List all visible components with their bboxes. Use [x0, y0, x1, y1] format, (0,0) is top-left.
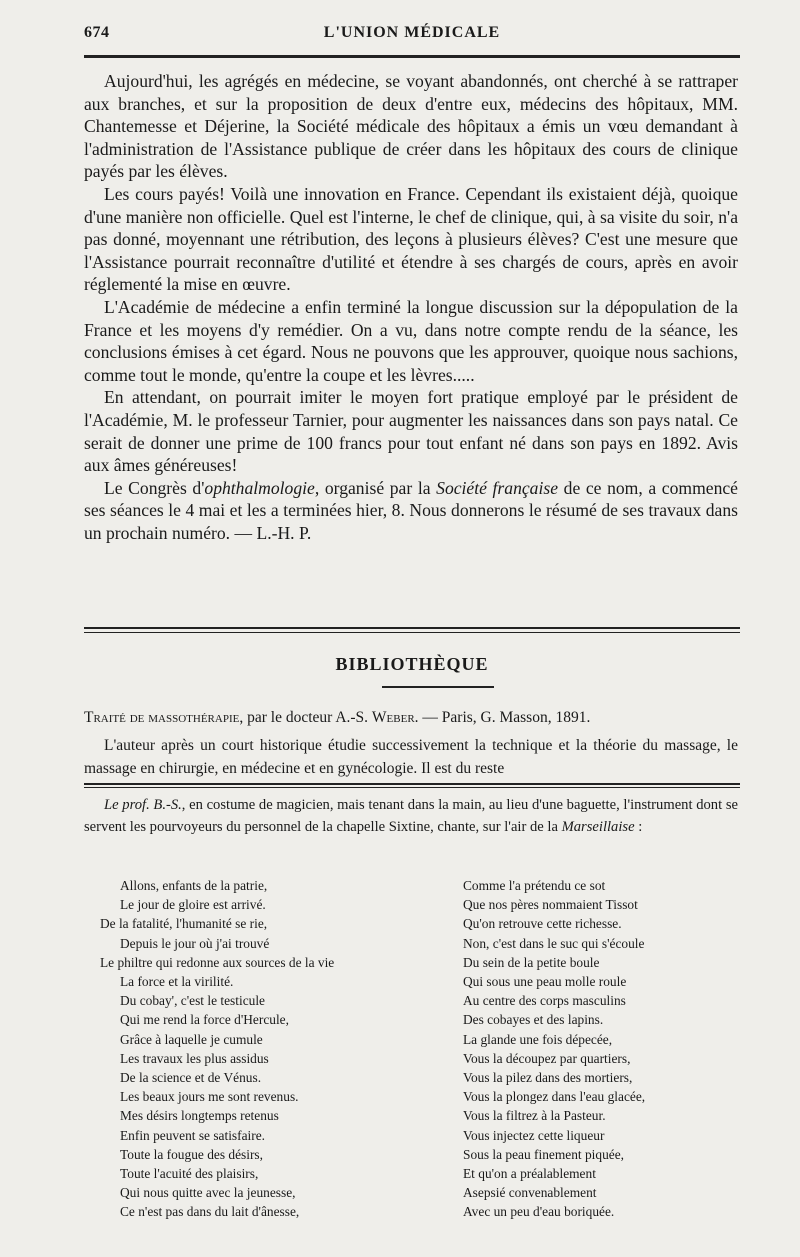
poem-column-left	[100, 876, 450, 1222]
italic-run: Le prof. B.-S.	[104, 797, 182, 813]
heading-underline	[382, 686, 494, 688]
poem-line: Qui sous une peau molle roule	[463, 974, 627, 990]
poem-line: Au centre des corps masculins	[463, 993, 626, 1009]
poem-line: Toute l'acuité des plaisirs,	[120, 1166, 259, 1182]
feuilleton-rule	[84, 787, 740, 788]
poem-line: Des cobayes et des lapins.	[463, 1012, 604, 1028]
paragraph-congres	[84, 477, 738, 545]
poem-line: Grâce à laquelle je cumule	[120, 1031, 263, 1047]
page-number: 674	[84, 24, 110, 41]
section-heading: BIBLIOTHÈQUE	[335, 654, 489, 674]
book-publisher: . — Paris, G. Masson, 1891.	[414, 709, 591, 726]
poem-line: De la fatalité, l'humanité se rie,	[100, 916, 268, 932]
poem-line: Vous injectez cette liqueur	[463, 1127, 605, 1143]
header-rule	[84, 55, 740, 58]
text-run: , par le docteur A.-S.	[239, 709, 372, 726]
poem-column-right	[463, 876, 753, 1222]
poem-line: Le jour de gloire est arrivé.	[120, 897, 266, 913]
poem-line: La force et la virilité.	[120, 974, 234, 990]
poem-line: La glande une fois dépecée,	[463, 1031, 613, 1047]
poem-line: Mes désirs longtemps retenus	[120, 1108, 279, 1124]
book-title: Traité de massothérapie	[84, 709, 240, 726]
poem-line: Qui me rend la force d'Hercule,	[120, 1012, 289, 1028]
paragraph: En attendant, on pourrait imiter le moyen fort pratique employé par le président de l'Académie, M. le professeur Tarnier, pour augmenter les naissances dans son pays natal. Ce serait de donner une prime de 100 francs pour tout enfant né dans son pays en 1892. Avis aux âmes généreuses!	[84, 387, 738, 476]
poem-line: Non, c'est dans le suc qui s'écoule	[463, 935, 645, 951]
poem-line: Comme l'a prétendu ce sot	[463, 878, 606, 893]
poem-line: Du cobay', c'est le testicule	[120, 993, 266, 1009]
italic-run: Société française	[436, 477, 559, 498]
text-run: de ce nom, a commencé ses séances le 4 mai et les a terminées hier, 8. Nous donnerons le résumé de ses travaux dans un prochain numéro. — L.-H. P.	[84, 477, 738, 543]
paragraph: Aujourd'hui, les agrégés en médecine, se voyant abandonnés, ont cherché à se rattraper aux branches, et sur la proposition de deux d'entre eux, médecins des hôpitaux, MM. Chantemesse et Déjerine, la Société médicale des hôpitaux a émis un vœu demandant à l'administration de l'Assistance publique de créer dans les hôpitaux des cours de clinique payés par les élèves.	[84, 71, 738, 182]
book-author: Weber	[371, 709, 415, 726]
text-run: :	[634, 818, 643, 835]
page-header	[84, 24, 740, 52]
poem-line: Ce n'est pas dans du lait d'ânesse,	[120, 1204, 300, 1220]
running-title: L'UNION MÉDICALE	[323, 24, 501, 41]
poem-line: Avec un peu d'eau boriquée.	[463, 1204, 615, 1220]
poem-line: Vous la pilez dans des mortiers,	[463, 1070, 633, 1086]
poem-line: Sous la peau finement piquée,	[463, 1146, 625, 1162]
poem-line: Enfin peuvent se satisfaire.	[120, 1127, 266, 1143]
text-run: , organisé par la	[314, 477, 437, 498]
main-article	[84, 70, 738, 544]
poem-line: Toute la fougue des désirs,	[120, 1146, 263, 1162]
italic-run: Marseillaise	[561, 818, 635, 835]
paragraph	[84, 795, 738, 838]
bibliography-entry	[84, 707, 740, 729]
section-rule	[84, 627, 740, 629]
poem-line: Du sein de la petite boule	[463, 954, 600, 970]
poem-line: Que nos pères nommaient Tissot	[463, 897, 638, 913]
feuilleton-intro	[84, 795, 738, 838]
paragraph: Les cours payés! Voilà une innovation en France. Cependant ils existaient déjà, quoique d'une manière non officielle. Quel est l'interne, le chef de clinique, qui, à sa visite du soir, n'a pas donné, moyennant une rétribution, des leçons à plusieurs élèves? C'est une mesure que l'Assistance pourrait reconnaître d'utilité et étendre à ses chargés de cours, après en avoir réglementé la mise en œuvre.	[84, 183, 738, 295]
text-run: Le Congrès d'	[104, 477, 205, 498]
italic-run: ophthalmologie	[204, 477, 315, 498]
section-rule	[84, 632, 740, 633]
poem-line: Depuis le jour où j'ai trouvé	[120, 935, 270, 951]
poem-line: Qu'on retrouve cette richesse.	[463, 916, 622, 932]
poem-line: Et qu'on a préalablement	[463, 1166, 596, 1182]
poem-line: Allons, enfants de la patrie,	[120, 878, 268, 893]
paragraph: L'auteur après un court historique étudie successivement la technique et la théorie du massage, le massage en chirurgie, en médecine et en gynécologie. Il est du reste	[84, 737, 738, 777]
poem-line: Les travaux les plus assidus	[120, 1050, 269, 1066]
poem-line: De la science et de Vénus.	[120, 1070, 262, 1086]
poem-line: Vous la découpez par quartiers,	[463, 1050, 631, 1066]
poem-line: Vous la filtrez à la Pasteur.	[463, 1108, 606, 1124]
poem-line: Asepsié convenablement	[463, 1185, 597, 1201]
feuilleton-rule	[84, 783, 740, 785]
poem-line: Vous la plongez dans l'eau glacée,	[463, 1089, 646, 1105]
paragraph: L'Académie de médecine a enfin terminé la longue discussion sur la dépopulation de la France et les moyens d'y remédier. On a vu, dans notre compte rendu de la séance, les conclusions émises à cet égard. Nous ne pouvons que les approuver, quoique nous sachions, comme tout le monde, qu'entre la coupe et les lèvres.....	[84, 296, 738, 385]
text-run: , en costume de magicien, mais tenant dans la main, au lieu d'une baguette, l'instrument dont se servent les pourvoyeurs du personnel de la chapelle Sixtine, chante, sur l'air de la	[84, 797, 738, 835]
poem-line: Qui nous quitte avec la jeunesse,	[120, 1185, 296, 1201]
poem-line: Les beaux jours me sont revenus.	[120, 1089, 299, 1105]
bibliography-review	[84, 734, 738, 780]
poem-line: Le philtre qui redonne aux sources de la vie	[100, 954, 335, 970]
